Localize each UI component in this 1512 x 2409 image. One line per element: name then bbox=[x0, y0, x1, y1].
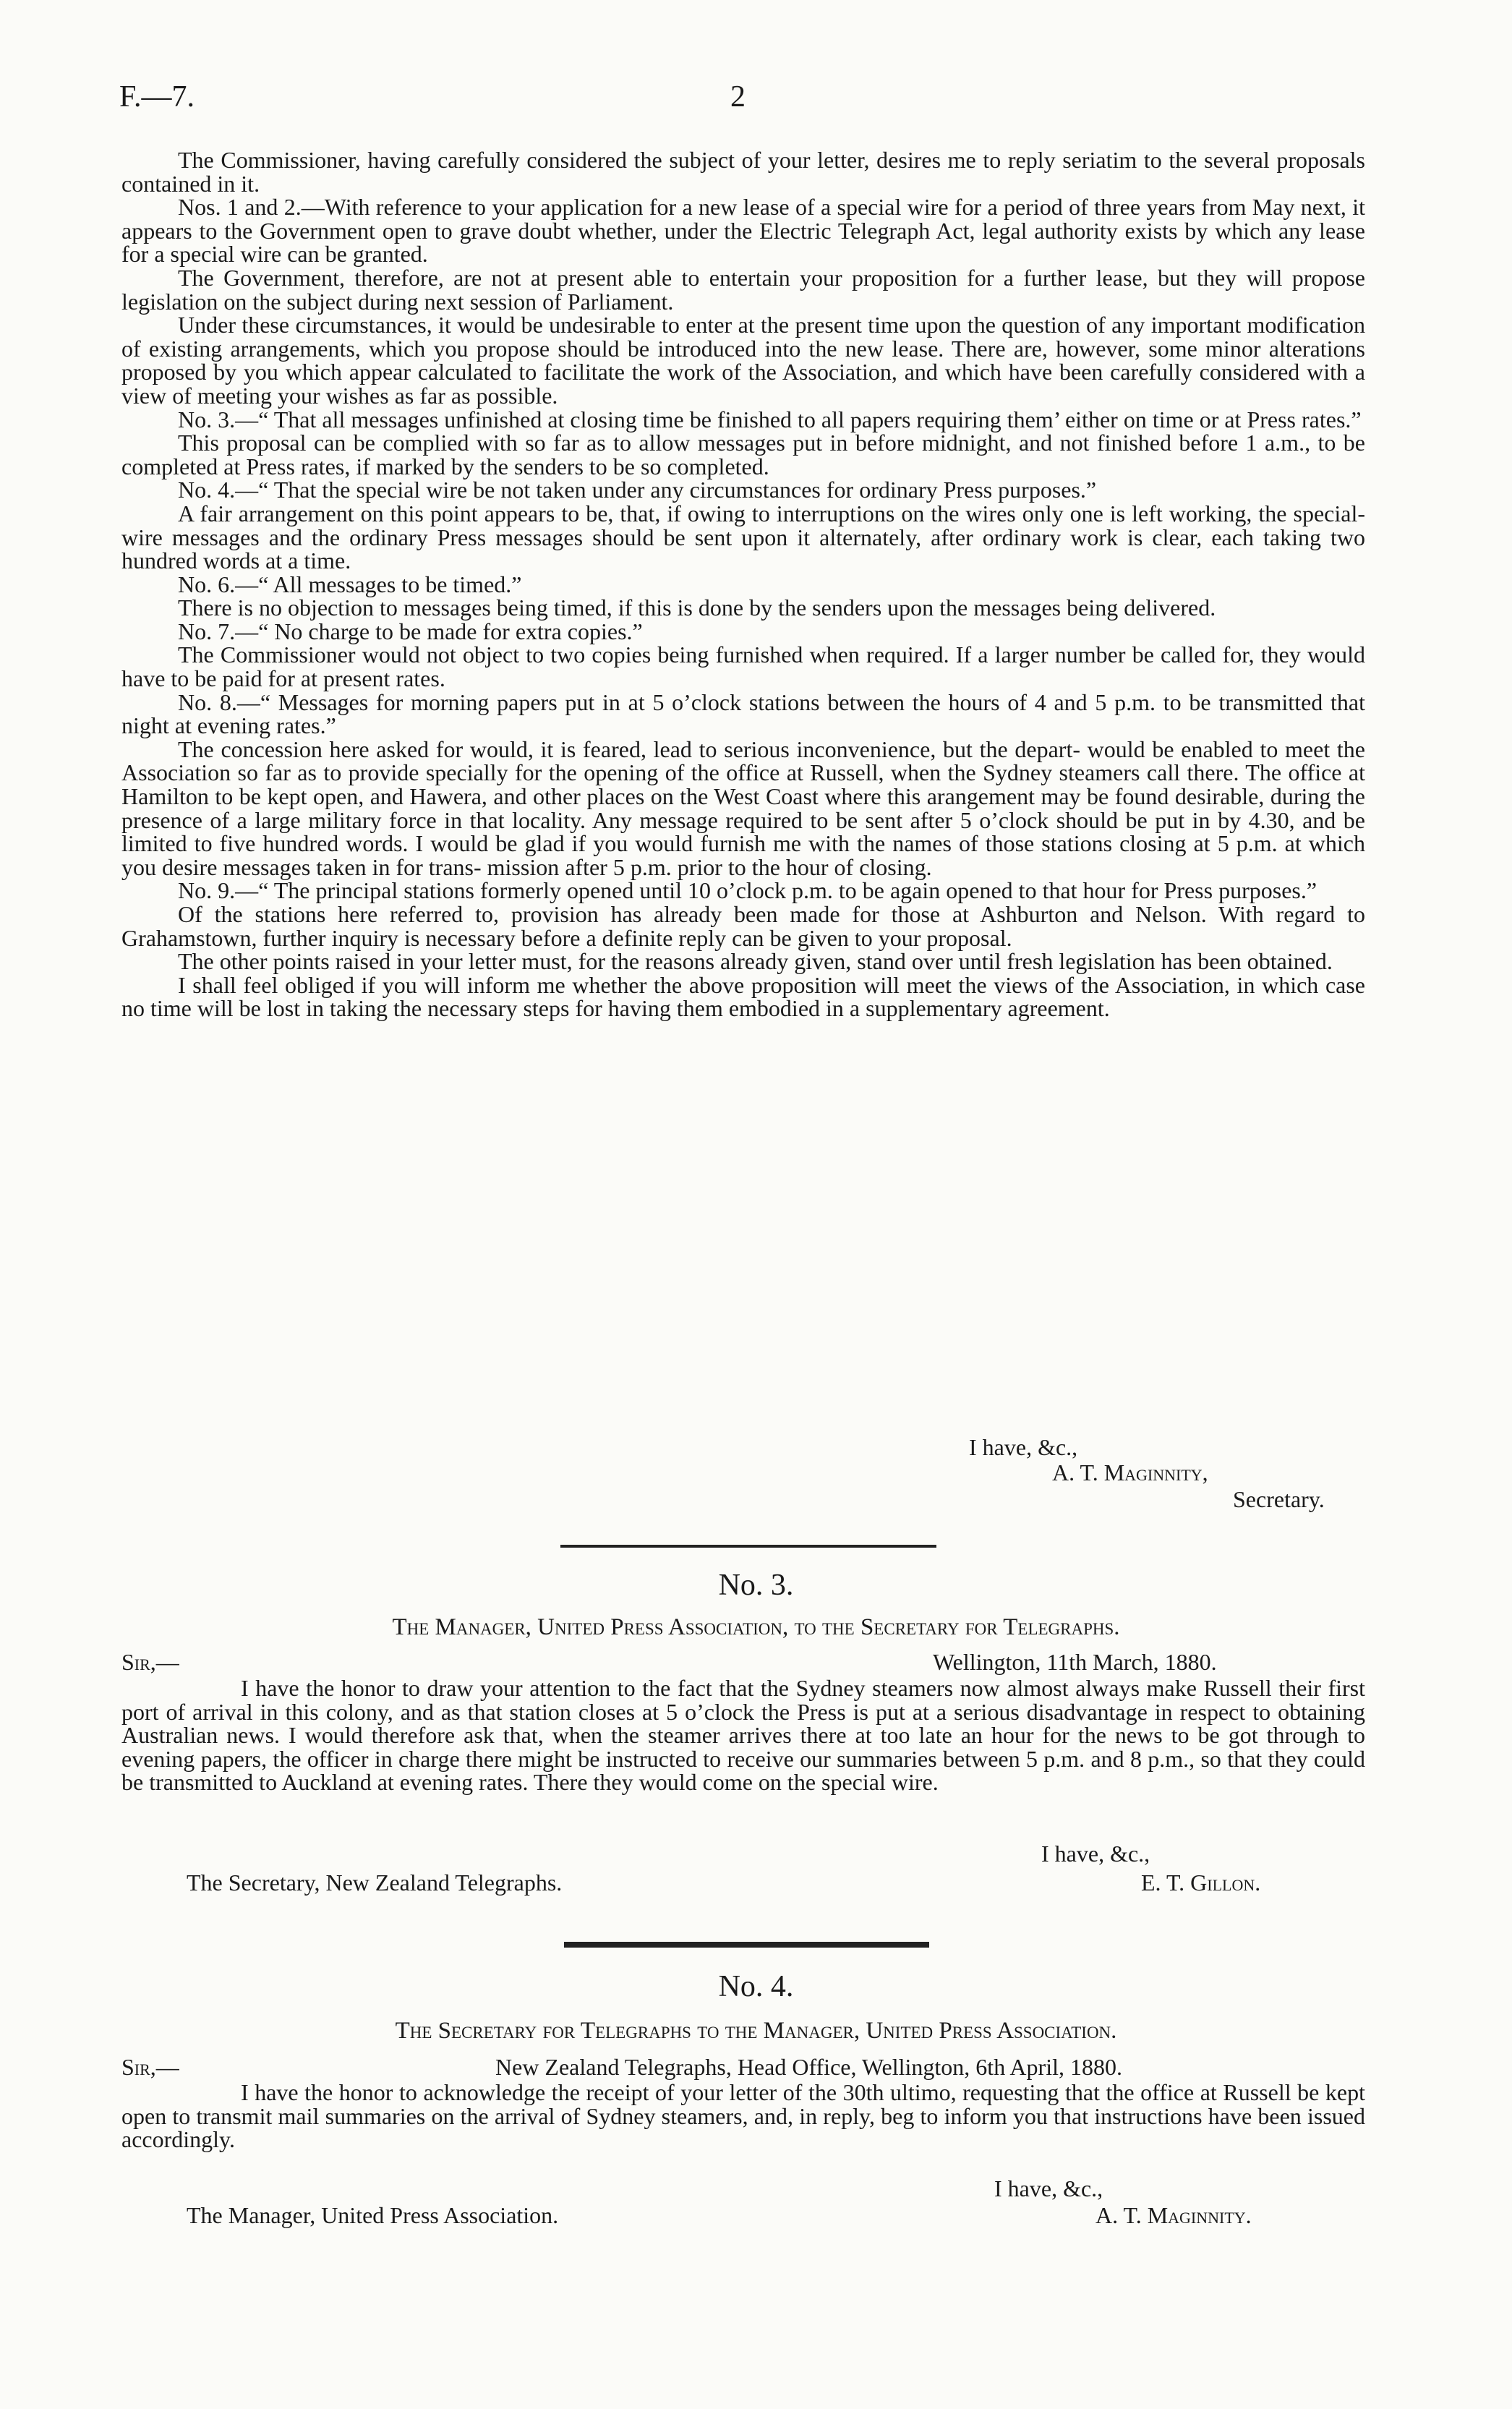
paragraph: No. 7.—“ No charge to be made for extra copies.” bbox=[178, 618, 643, 644]
document-reference: F.—7. bbox=[119, 80, 195, 114]
paragraph: The Commissioner, having carefully considered the subject of your letter, desires me to reply seriatim to the several proposals contained in it. bbox=[121, 147, 1365, 197]
paragraph: The concession here asked for would, it is feared, lead to serious inconvenience, but the depart- would be enabled to meet the Association so far as to provide specially for the opening of the office at Russell, when the Sydney steamers call there. The office at Hamilton to be kept open, and Hawera, and other places on the West Coast where this arangement may be found desirable, during the presence of a large military force in that locality. Any message required to be sent after 5 o’clock should be put in by 4.30, and be limited to five hundred words. I would be glad if you would furnish me with the names of those stations closing at 5 p.m. at which you desire messages taken in for trans- mission after 5 p.m. prior to the hour of closing. bbox=[121, 736, 1365, 880]
paragraph: Of the stations here referred to, provision has already been made for those at Ashburton and Nelson. With regard to Grahamstown, further inquiry is necessary before a definite reply can be given to your proposal. bbox=[121, 901, 1365, 951]
signatory: A. T. Maginnity. bbox=[1095, 2202, 1252, 2228]
addressee: The Manager, United Press Association. bbox=[187, 2202, 559, 2228]
salutation: Sir,— bbox=[121, 2054, 179, 2080]
page-number: 2 bbox=[730, 80, 746, 114]
paragraph: No. 9.—“ The principal stations formerly opened until 10 o’clock p.m. to be again opened to that hour for Press purposes.” bbox=[178, 877, 1317, 904]
paragraph: I have the honor to draw your attention to the fact that the Sydney steamers now almost always make Russell their first port of arrival in this colony, and as that station closes at 5 o’clock the Press is put at a serious disadvantage in respect to obtaining Australian news. I would therefore ask that, when the steamer arrives there at too late an hour for the news to be got through to evening papers, the officer in charge there might be instructed to receive our summaries between 5 p.m. and 8 p.m., so that they could be transmitted to Auckland at evening rates. There they would come on the special wire. bbox=[121, 1675, 1365, 1796]
paragraph: The Commissioner would not object to two copies being furnished when required. If a larger number be called for, they would have to be paid for at present rates. bbox=[121, 641, 1365, 692]
paragraph: No. 3.—“ That all messages unfinished at closing time be finished to all papers requiring them’ either on time or at Press rates.” bbox=[178, 406, 1362, 432]
dateline: Wellington, 11th March, 1880. bbox=[933, 1649, 1217, 1675]
closing: I have, &c., bbox=[994, 2175, 1103, 2201]
paragraph: I shall feel obliged if you will inform me whether the above proposition will meet the views of the Association, in which case no time will be lost in taking the necessary steps for having them embodied in a supplementary agreement. bbox=[121, 971, 1365, 1022]
paragraph: No. 4.—“ That the special wire be not taken under any circumstances for ordinary Press purposes.” bbox=[178, 477, 1097, 503]
paragraph: I have the honor to acknowledge the receipt of your letter of the 30th ultimo, requesting that the office at Russell be kept open to transmit mail summaries on the arrival of Sydney steamers, and, in reply, beg to inform you that instructions have been issued accordingly. bbox=[121, 2079, 1365, 2153]
closing: I have, &c., bbox=[1041, 1841, 1150, 1867]
letter-2-body bbox=[121, 148, 1365, 1020]
letter-4-title: No. 4. bbox=[718, 1970, 794, 2003]
salutation: Sir,— bbox=[121, 1649, 179, 1675]
dateline: New Zealand Telegraphs, Head Office, Wellington, 6th April, 1880. bbox=[495, 2054, 1122, 2080]
letter-4-body bbox=[121, 2081, 1365, 2152]
section-divider bbox=[564, 1942, 929, 1948]
letter-3-subtitle: The Manager, United Press Association, to the Secretary for Telegraphs. bbox=[392, 1614, 1120, 1640]
paragraph: The Government, therefore, are not at present able to entertain your proposition for a further lease, but they will propose legislation on the subject during next session of Parliament. bbox=[121, 264, 1365, 315]
letter-4-subtitle: The Secretary for Telegraphs to the Manager, United Press Association. bbox=[395, 2018, 1117, 2044]
closing: I have, &c., bbox=[969, 1434, 1078, 1460]
signatory: E. T. Gillon. bbox=[1141, 1869, 1261, 1896]
paragraph: No. 6.—“ All messages to be timed.” bbox=[178, 571, 522, 597]
paragraph: No. 8.—“ Messages for morning papers put in at 5 o’clock stations between the hours of 4 and 5 p.m. to be transmitted that night at evening rates.” bbox=[121, 688, 1365, 739]
addressee: The Secretary, New Zealand Telegraphs. bbox=[187, 1869, 563, 1896]
paragraph: Under these circumstances, it would be undesirable to enter at the present time upon the question of any important modification of existing arrangements, which you propose should be introduced into the new lease. There are, however, some minor alterations proposed by you which appear calculated to facilitate the work of the Association, and which have been carefully considered with a view of meeting your wishes as far as possible. bbox=[121, 312, 1365, 409]
paragraph: There is no objection to messages being timed, if this is done by the senders upon the messages being delivered. bbox=[178, 594, 1216, 621]
paragraph: A fair arrangement on this point appears to be, that, if owing to interruptions on the wires only one is left working, the special-wire messages and the ordinary Press messages should be sent upon it alternately, after ordinary work is clear, each taking two hundred words at a time. bbox=[121, 500, 1365, 574]
paragraph: Nos. 1 and 2.—With reference to your application for a new lease of a special wire for a period of three years from May next, it appears to the Government open to grave doubt whether, under the Electric Telegraph Act, legal authority exists by which any lease for a special wire can be granted. bbox=[121, 194, 1365, 268]
paragraph: This proposal can be complied with so far as to allow messages put in before midnight, and not finished before 1 a.m., to be completed at Press rates, if marked by the senders to be so completed. bbox=[121, 430, 1365, 479]
section-divider bbox=[560, 1545, 936, 1548]
signatory-title: Secretary. bbox=[1233, 1486, 1325, 1512]
signatory: A. T. Maginnity, bbox=[1052, 1459, 1208, 1485]
letter-3-body bbox=[121, 1676, 1365, 1794]
letter-3-title: No. 3. bbox=[718, 1569, 794, 1602]
paragraph: The other points raised in your letter must, for the reasons already given, stand over until fresh legislation has been obtained. bbox=[178, 948, 1333, 975]
